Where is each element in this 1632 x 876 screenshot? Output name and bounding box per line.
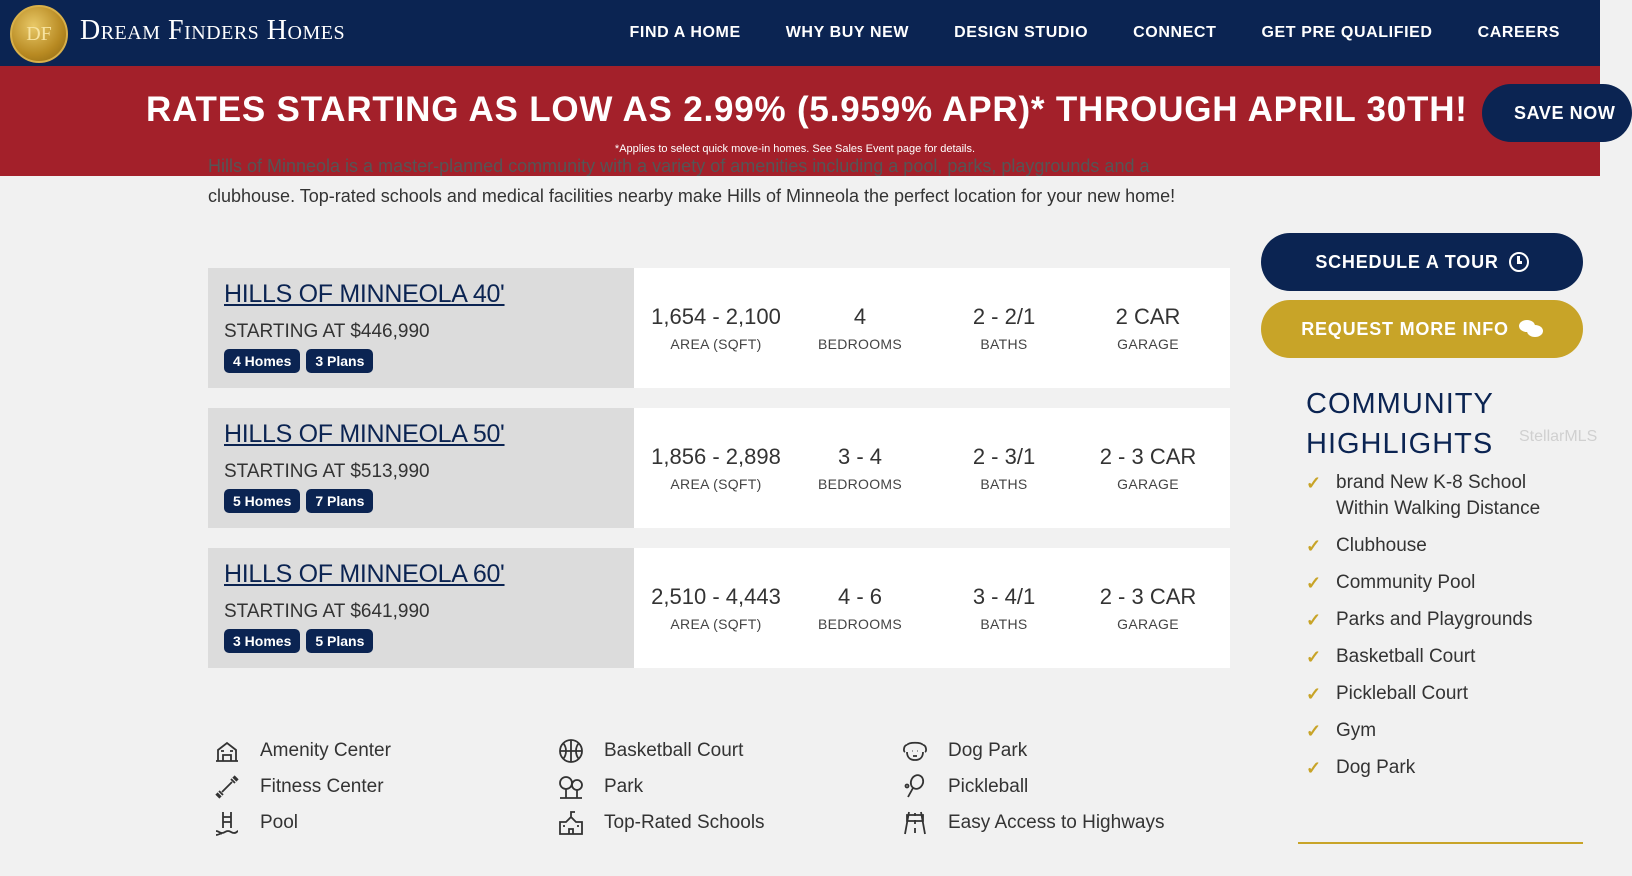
amenity-label: Top-Rated Schools bbox=[604, 812, 765, 833]
check-icon: ✓ bbox=[1306, 647, 1322, 667]
list-item bbox=[1306, 644, 1556, 670]
highlight-text: Parks and Playgrounds bbox=[1336, 609, 1533, 630]
stat-value: 4 bbox=[853, 304, 867, 329]
stat-value: 2,510 - 4,443 bbox=[651, 584, 781, 609]
amenity-label: Fitness Center bbox=[260, 776, 384, 797]
banner-note: *Applies to select quick move-in homes. See Sales Event page for details. bbox=[614, 143, 976, 155]
dumbbell-icon bbox=[212, 773, 242, 801]
stat-value: 4 - 6 bbox=[837, 584, 883, 609]
trees-icon bbox=[556, 773, 586, 801]
stat-label: BEDROOMS bbox=[817, 476, 903, 492]
nav-careers[interactable]: CAREERS bbox=[1477, 24, 1560, 41]
dog-icon bbox=[900, 737, 930, 765]
plan-card-stats bbox=[634, 408, 1230, 528]
list-item bbox=[1306, 607, 1556, 633]
request-info-button[interactable] bbox=[1261, 300, 1583, 358]
stat-value: 2 CAR bbox=[1115, 304, 1181, 329]
plan-name-link[interactable]: HILLS OF MINNEOLA 60' bbox=[224, 560, 505, 588]
stat-value: 2 - 3 CAR bbox=[1099, 444, 1197, 469]
schedule-tour-label: SCHEDULE A TOUR bbox=[1315, 251, 1499, 272]
amenity-item bbox=[556, 773, 643, 801]
stat-baths bbox=[922, 584, 1086, 632]
plan-card bbox=[208, 408, 1230, 528]
logo-mark: DF bbox=[26, 22, 52, 45]
plan-card-summary bbox=[208, 268, 634, 388]
amenity-label: Park bbox=[604, 776, 644, 797]
check-icon: ✓ bbox=[1306, 473, 1322, 493]
stat-baths bbox=[922, 444, 1086, 492]
stat-label: BATHS bbox=[980, 336, 1028, 352]
basketball-icon bbox=[556, 737, 586, 765]
chat-bubbles-icon bbox=[1519, 319, 1543, 339]
nav-connect[interactable]: CONNECT bbox=[1133, 24, 1217, 41]
stat-area bbox=[634, 304, 798, 352]
nav-why-buy-new[interactable]: WHY BUY NEW bbox=[785, 24, 910, 41]
nav-get-pre-qualified[interactable]: GET PRE QUALIFIED bbox=[1261, 24, 1433, 41]
pickleball-icon bbox=[900, 773, 930, 801]
stat-garage bbox=[1086, 444, 1210, 492]
stat-area bbox=[634, 584, 798, 632]
request-info-label: REQUEST MORE INFO bbox=[1301, 318, 1509, 339]
plan-card-summary bbox=[208, 408, 634, 528]
intro-cut-line: Hills of Minneola is a master-planned community with a variety of amenities including a pool, parks, playgrounds and a bbox=[208, 156, 1150, 176]
highlight-text: Basketball Court bbox=[1336, 646, 1476, 667]
amenity-label: Pool bbox=[260, 812, 299, 833]
stat-garage bbox=[1086, 304, 1210, 352]
stat-label: BATHS bbox=[980, 616, 1028, 632]
amenity-label: Pickleball bbox=[948, 776, 1029, 797]
plan-price: STARTING AT $641,990 bbox=[224, 601, 430, 622]
plan-name-link[interactable]: HILLS OF MINNEOLA 50' bbox=[224, 420, 505, 448]
plan-card-summary bbox=[208, 548, 634, 668]
building-icon bbox=[212, 737, 242, 765]
plan-card bbox=[208, 268, 1230, 388]
plan-price: STARTING AT $446,990 bbox=[224, 321, 430, 342]
stat-garage bbox=[1086, 584, 1210, 632]
stat-label: GARAGE bbox=[1117, 476, 1179, 492]
homes-badge[interactable]: 4 Homes bbox=[224, 349, 300, 373]
plan-card-stats bbox=[634, 548, 1230, 668]
stat-area bbox=[634, 444, 798, 492]
stat-value: 1,856 - 2,898 bbox=[651, 444, 781, 469]
amenity-item bbox=[556, 737, 743, 765]
list-item bbox=[1306, 681, 1556, 707]
amenity-item bbox=[212, 737, 391, 765]
amenity-label: Easy Access to Highways bbox=[948, 812, 1165, 833]
plans-badge[interactable]: 3 Plans bbox=[306, 349, 373, 373]
check-icon: ✓ bbox=[1306, 721, 1322, 741]
amenity-label: Amenity Center bbox=[260, 740, 391, 761]
school-icon bbox=[556, 809, 586, 837]
stat-value: 2 - 3 CAR bbox=[1099, 584, 1197, 609]
logo-seal-icon[interactable] bbox=[10, 5, 68, 63]
stat-value: 3 - 4 bbox=[837, 444, 883, 469]
logo-text[interactable]: Dream Finders Homes bbox=[80, 15, 346, 46]
intro-text-cut bbox=[208, 156, 1150, 178]
amenity-item bbox=[212, 773, 384, 801]
check-icon: ✓ bbox=[1306, 610, 1322, 630]
list-item bbox=[1306, 755, 1556, 781]
list-item bbox=[1306, 470, 1556, 522]
list-item bbox=[1306, 570, 1556, 596]
stat-value: 3 - 4/1 bbox=[972, 584, 1036, 609]
stat-value: 2 - 3/1 bbox=[972, 444, 1036, 469]
stat-baths bbox=[922, 304, 1086, 352]
stat-value: 2 - 2/1 bbox=[972, 304, 1036, 329]
stat-bedrooms bbox=[798, 304, 922, 352]
highlights-title bbox=[1306, 384, 1494, 464]
highlights-title-line-1: COMMUNITY bbox=[1306, 388, 1494, 420]
highlight-text: Dog Park bbox=[1336, 757, 1416, 778]
amenity-item bbox=[900, 809, 1164, 837]
check-icon: ✓ bbox=[1306, 573, 1322, 593]
amenity-item bbox=[212, 809, 298, 837]
amenity-label: Dog Park bbox=[948, 740, 1028, 761]
plan-name-link[interactable]: HILLS OF MINNEOLA 40' bbox=[224, 280, 505, 308]
plan-price: STARTING AT $513,990 bbox=[224, 461, 430, 482]
stat-label: GARAGE bbox=[1117, 616, 1179, 632]
nav-find-a-home[interactable]: FIND A HOME bbox=[629, 24, 741, 41]
main-nav bbox=[585, 0, 1560, 66]
check-icon: ✓ bbox=[1306, 536, 1322, 556]
stat-label: BATHS bbox=[980, 476, 1028, 492]
stat-label: GARAGE bbox=[1117, 336, 1179, 352]
plans-badge[interactable]: 7 Plans bbox=[306, 489, 373, 513]
schedule-tour-button[interactable] bbox=[1261, 233, 1583, 291]
check-icon: ✓ bbox=[1306, 684, 1322, 704]
stat-label: AREA (SQFT) bbox=[670, 336, 762, 352]
stat-label: BEDROOMS bbox=[817, 616, 903, 632]
plan-card bbox=[208, 548, 1230, 668]
homes-badge[interactable]: 3 Homes bbox=[224, 629, 300, 653]
stat-bedrooms bbox=[798, 444, 922, 492]
check-icon: ✓ bbox=[1306, 758, 1322, 778]
site-header bbox=[0, 0, 1600, 66]
highlight-text: Clubhouse bbox=[1336, 535, 1427, 556]
list-item bbox=[1306, 718, 1556, 744]
highlights-title-line-2: HIGHLIGHTS bbox=[1306, 428, 1494, 460]
clock-icon bbox=[1509, 252, 1529, 272]
highlights-list bbox=[1306, 470, 1556, 792]
stat-label: BEDROOMS bbox=[817, 336, 903, 352]
save-now-button[interactable]: SAVE NOW bbox=[1482, 84, 1632, 142]
stat-value: 1,654 - 2,100 bbox=[651, 304, 781, 329]
amenity-label: Basketball Court bbox=[604, 740, 744, 761]
highlight-text: Community Pool bbox=[1336, 572, 1476, 593]
plans-badge[interactable]: 5 Plans bbox=[306, 629, 373, 653]
intro-text: clubhouse. Top-rated schools and medical facilities nearby make Hills of Minneola the perfect location for your new home! bbox=[208, 186, 1176, 206]
watermark: StellarMLS bbox=[1519, 428, 1598, 445]
stat-label: AREA (SQFT) bbox=[670, 616, 762, 632]
highlight-text: Gym bbox=[1336, 720, 1377, 741]
highlight-text: Pickleball Court bbox=[1336, 683, 1468, 704]
amenity-item bbox=[900, 737, 1027, 765]
plan-card-stats bbox=[634, 268, 1230, 388]
pool-ladder-icon bbox=[212, 809, 242, 837]
nav-design-studio[interactable]: DESIGN STUDIO bbox=[954, 24, 1089, 41]
highlight-text: brand New K-8 School Within Walking Distance bbox=[1336, 472, 1541, 519]
stat-bedrooms bbox=[798, 584, 922, 632]
list-item bbox=[1306, 533, 1556, 559]
amenity-item bbox=[556, 809, 765, 837]
sidebar-divider bbox=[1298, 842, 1583, 844]
banner-title: RATES STARTING AS LOW AS 2.99% (5.959% APR)* THROUGH APRIL 30TH! bbox=[146, 90, 1468, 129]
stat-label: AREA (SQFT) bbox=[670, 476, 762, 492]
homes-badge[interactable]: 5 Homes bbox=[224, 489, 300, 513]
amenity-item bbox=[900, 773, 1028, 801]
highway-icon bbox=[900, 809, 930, 837]
